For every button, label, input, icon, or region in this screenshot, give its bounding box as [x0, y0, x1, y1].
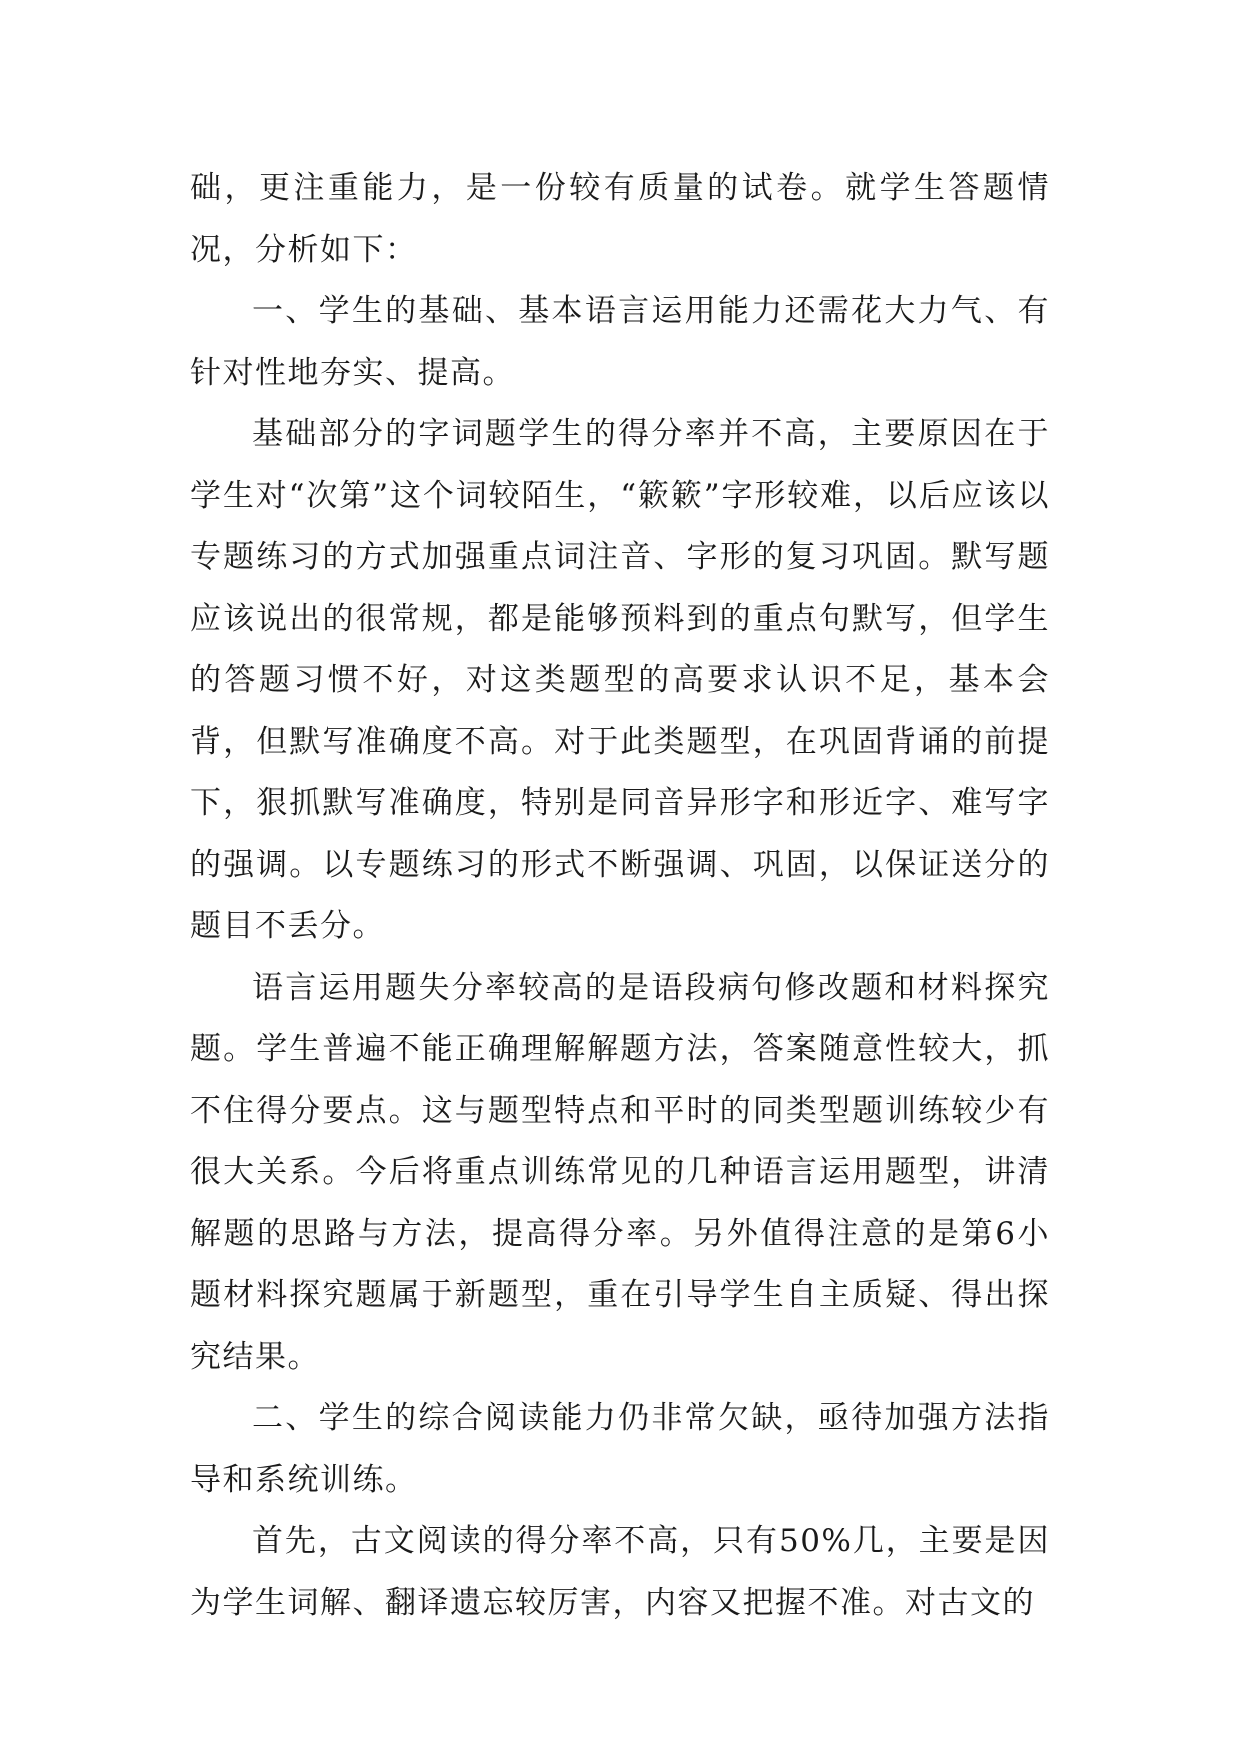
paragraph-3: 基础部分的字词题学生的得分率并不高，主要原因在于学生对“次第”这个词较陌生，“簌簌”字形较难，以后应该以专题练习的方式加强重点词注音、字形的复习巩固。默写题应该说出的很常规，都是能够预料到的重点句默写，但学生的答题习惯不好，对这类题型的高要求认识不足，基本会背，但默写准确度不高。对于此类题型，在巩固背诵的前提下，狠抓默写准确度，特别是同音异形字和形近字、难写字的强调。以专题练习的形式不断强调、巩固，以保证送分的题目不丢分。: [190, 416, 1050, 944]
paragraph-6: 首先，古文阅读的得分率不高，只有50%几，主要是因为学生词解、翻译遗忘较厉害，内容又把握不准。对古文的: [190, 1523, 1050, 1621]
paragraph-4: 语言运用题失分率较高的是语段病句修改题和材料探究题。学生普遍不能正确理解解题方法，答案随意性较大，抓不住得分要点。这与题型特点和平时的同类型题训练较少有很大关系。今后将重点训练常见的几种语言运用题型，讲清解题的思路与方法，提高得分率。另外值得注意的是第6小题材料探究题属于新题型，重在引导学生自主质疑、得出探究结果。: [190, 969, 1050, 1375]
document-body: [190, 158, 1050, 1634]
paragraph-5-heading-two: 二、学生的综合阅读能力仍非常欠缺，亟待加强方法指导和系统训练。: [190, 1400, 1050, 1498]
paragraph-2-heading-one: 一、学生的基础、基本语言运用能力还需花大力气、有针对性地夯实、提高。: [190, 293, 1050, 391]
paragraph-1: 础，更注重能力，是一份较有质量的试卷。就学生答题情况，分析如下：: [190, 170, 1050, 268]
